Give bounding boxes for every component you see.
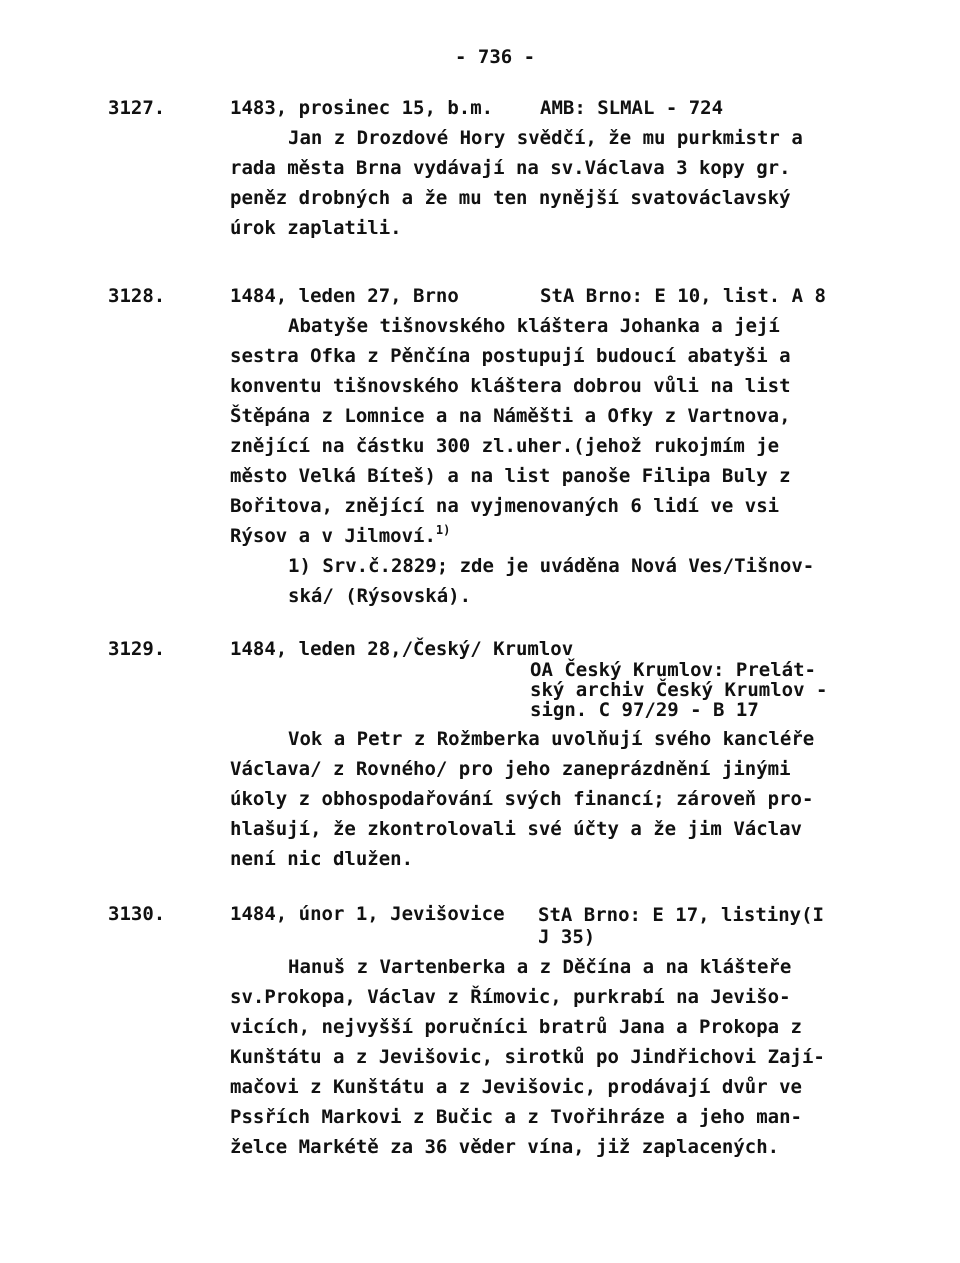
entry-number: 3130. — [108, 903, 166, 925]
entry-text-line: konventu tišnovského kláštera dobrou vůli na list — [230, 375, 791, 397]
entry-text-line: želce Markétě za 36 věder vína, již zaplacených. — [230, 1136, 780, 1158]
entry-text-line: Pssřích Markovi z Bučic a z Tvořihráze a jeho man- — [230, 1106, 802, 1128]
footnote-line: ská/ (Rýsovská). — [288, 585, 472, 607]
entry-text-line: úrok zaplatili. — [230, 217, 402, 239]
entry-date-place: 1483, prosinec 15, b.m. — [230, 97, 494, 119]
entry-source: OA Český Krumlov: Prelát- — [530, 659, 816, 681]
entry-number: 3128. — [108, 285, 166, 307]
entry-text-line: Jan z Drozdové Hory svědčí, že mu purkmistr a — [288, 127, 803, 149]
entry-date-place: 1484, únor 1, Jevišovice — [230, 903, 505, 925]
entry-source: StA Brno: E 17, listiny(I — [538, 904, 824, 926]
entry-text-line: Hanuš z Vartenberka a z Děčína a na klášteře — [288, 956, 792, 978]
entry-text-line: peněz drobných a že mu ten nynější svatováclavský — [230, 187, 791, 209]
entry-date-place: 1484, leden 27, Brno — [230, 285, 459, 307]
entry-text-line: Václava/ z Rovného/ pro jeho zaneprázdnění jinými — [230, 758, 791, 780]
footnote-line: 1) Srv.č.2829; zde je uváděna Nová Ves/Tišnov- — [288, 555, 815, 577]
entry-text-line: město Velká Bíteš) a na list panoše Filipa Buly z — [230, 465, 791, 487]
entry-text-line: úkoly z obhospodařování svých financí; zároveň pro- — [230, 788, 814, 810]
entry-text-line: Štěpána z Lomnice a na Náměšti a Ofky z Vartnova, — [230, 405, 791, 427]
entry-text-line: Abatyše tišnovského kláštera Johanka a její — [288, 315, 780, 337]
entry-source: StA Brno: E 10, list. A 8 — [540, 285, 826, 307]
entry-text-line: mačovi z Kunštátu a z Jevišovic, prodávají dvůr ve — [230, 1076, 802, 1098]
entry-date-place: 1484, leden 28,/Český/ Krumlov — [230, 638, 574, 660]
entry-text-line: vicích, nejvyšší poručníci bratrů Jana a Prokopa z — [230, 1016, 802, 1038]
page-number: - 736 - — [455, 46, 536, 68]
entry-text-fragment: Rýsov a v Jilmoví. — [230, 525, 436, 547]
entry-text-line: není nic dlužen. — [230, 848, 414, 870]
entry-source: sign. C 97/29 - B 17 — [530, 699, 759, 721]
entry-text-line: znějící na částku 300 zl.uher.(jehož rukojmím je — [230, 435, 780, 457]
entry-text-line: rada města Brna vydávají na sv.Václava 3 kopy gr. — [230, 157, 791, 179]
entry-text-line: Bořitova, znějící na vyjmenovaných 6 lidí ve vsi — [230, 495, 780, 517]
entry-text-line: Kunštátu a z Jevišovic, sirotků po Jindřichovi Zají- — [230, 1046, 825, 1068]
footnote-mark: 1) — [435, 523, 451, 537]
entry-text-line: hlašují, že zkontrolovali své účty a že jim Václav — [230, 818, 802, 840]
entry-text-line: sv.Prokopa, Václav z Římovic, purkrabí na Jevišo- — [230, 986, 791, 1008]
entry-text-line — [230, 524, 450, 548]
entry-source: AMB: SLMAL - 724 — [540, 97, 724, 119]
entry-text-line: sestra Ofka z Pěnčína postupují budoucí abatyši a — [230, 345, 791, 367]
entry-number: 3127. — [108, 97, 166, 119]
entry-text-line: Vok a Petr z Rožmberka uvolňují svého kancléře — [288, 728, 815, 750]
entry-source: J 35) — [538, 926, 596, 948]
entry-source: ský archiv Český Krumlov - — [530, 679, 828, 701]
entry-number: 3129. — [108, 638, 166, 660]
